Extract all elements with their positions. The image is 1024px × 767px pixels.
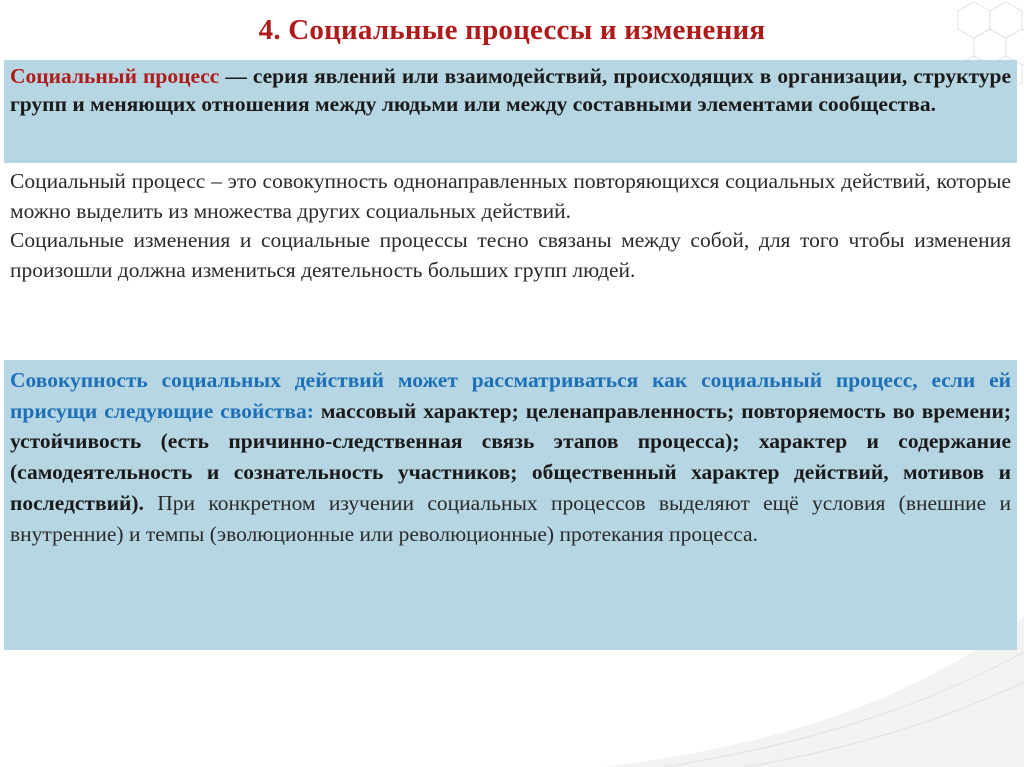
definition-box	[4, 60, 1017, 163]
properties-lead: Совокупность социальных действий может рассматриваться как социальный процесс, если ей присущи следующие свойства:	[10, 368, 1011, 423]
page-title: 4. Социальные процессы и изменения	[258, 14, 766, 46]
properties-box	[4, 360, 1017, 650]
properties-list: массовый характер; целенаправленность; повторяемость во времени; устойчивость (есть причинно-следственная связь этапов процесса); характер и содержание (самодеятельность и сознательность участников; общественный характер действий, мотивов и последствий).	[10, 398, 1011, 515]
explanation-paragraph-2: Социальные изменения и социальные процессы тесно связаны между собой, для того чтобы изменения произошли должна измениться деятельность больших групп людей.	[10, 228, 1011, 282]
explanation-box	[4, 163, 1017, 355]
explanation-paragraph-1: Социальный процесс – это совокупность однонаправленных повторяющихся социальных действий, которые можно выделить из множества других социальных действий.	[10, 169, 1011, 223]
properties-tail: При конкретном изучении социальных процессов выделяют ещё условия (внешние и внутренние) и темпы (эволюционные или революционные) протекания процесса.	[10, 490, 1011, 546]
definition-text: — серия явлений или взаимодействий, происходящих в организации, структуре групп и меняющих отношения между людьми или между составными элементами сообщества.	[10, 64, 1011, 116]
definition-term: Социальный процесс	[10, 64, 220, 88]
